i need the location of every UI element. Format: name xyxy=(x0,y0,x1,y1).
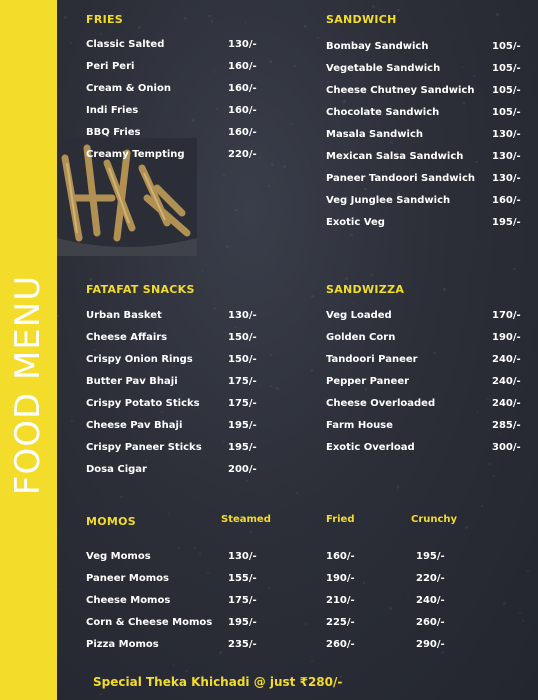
menu-item-name: Bombay Sandwich xyxy=(326,41,429,52)
chalk-speck xyxy=(174,365,176,367)
chalk-speck xyxy=(509,679,510,680)
menu-item-price: 240/- xyxy=(492,354,521,365)
menu-item-name: Dosa Cigar xyxy=(86,464,147,475)
menu-item-name: Mexican Salsa Sandwich xyxy=(326,151,464,162)
menu-item-name: Masala Sandwich xyxy=(326,129,423,140)
chalk-speck xyxy=(283,165,286,168)
chalk-speck xyxy=(291,321,292,322)
chalk-speck xyxy=(269,60,272,63)
momos-steamed-price: 130/- xyxy=(228,551,257,562)
menu-item-name: Classic Salted xyxy=(86,39,165,50)
chalk-speck xyxy=(477,411,479,413)
chalk-speck xyxy=(372,5,375,8)
chalk-speck xyxy=(173,664,174,665)
menu-item-price: 160/- xyxy=(228,105,257,116)
sandwizza-title: SANDWIZZA xyxy=(326,283,405,296)
fries-title: FRIES xyxy=(86,13,124,26)
menu-item-price: 190/- xyxy=(492,332,521,343)
menu-item-name: Creamy Tempting xyxy=(86,149,185,160)
chalk-speck xyxy=(304,25,307,28)
momos-column-header: Crunchy xyxy=(411,514,458,525)
chalk-speck xyxy=(513,268,516,271)
chalk-speck xyxy=(58,589,59,590)
momos-title: MOMOS xyxy=(86,515,137,528)
chalk-speck xyxy=(245,22,246,23)
momos-crunchy-price: 240/- xyxy=(416,595,445,606)
menu-item-name: Veg Momos xyxy=(86,551,151,562)
chalk-speck xyxy=(463,102,466,105)
menu-item-name: Cheese Pav Bhaji xyxy=(86,420,183,431)
chalk-speck xyxy=(397,9,399,11)
chalk-speck xyxy=(317,37,319,39)
momos-crunchy-price: 290/- xyxy=(416,639,445,650)
chalk-speck xyxy=(493,475,495,477)
chalk-speck xyxy=(500,433,501,434)
menu-item-name: Cheese Chutney Sandwich xyxy=(326,85,475,96)
chalk-speck xyxy=(208,15,210,17)
chalk-speck xyxy=(230,410,231,411)
chalk-speck xyxy=(270,354,271,355)
chalk-speck xyxy=(296,492,298,494)
chalk-speck xyxy=(185,670,187,672)
menu-item-name: BBQ Fries xyxy=(86,127,141,138)
menu-item-price: 160/- xyxy=(492,195,521,206)
chalk-speck xyxy=(259,385,260,386)
chalk-speck xyxy=(216,108,218,110)
momos-fried-price: 160/- xyxy=(326,551,355,562)
menu-item-name: Chocolate Sandwich xyxy=(326,107,440,118)
menu-item-name: Paneer Momos xyxy=(86,573,169,584)
chalk-speck xyxy=(307,167,308,168)
chalk-speck xyxy=(295,21,296,22)
chalk-speck xyxy=(503,167,504,168)
chalk-speck xyxy=(345,277,348,280)
chalk-speck xyxy=(213,250,214,251)
menu-item-price: 285/- xyxy=(492,420,521,431)
momos-crunchy-price: 220/- xyxy=(416,573,445,584)
menu-item-name: Cheese Overloaded xyxy=(326,398,436,409)
chalk-speck xyxy=(179,332,180,333)
momos-crunchy-price: 195/- xyxy=(416,551,445,562)
menu-item-price: 130/- xyxy=(492,129,521,140)
chalk-speck xyxy=(527,570,529,572)
menu-item-price: 220/- xyxy=(228,149,257,160)
chalk-speck xyxy=(365,388,367,390)
chalk-speck xyxy=(363,581,366,584)
menu-item-price: 195/- xyxy=(492,217,521,228)
chalk-speck xyxy=(407,596,408,597)
menu-item-name: Indi Fries xyxy=(86,105,139,116)
chalk-speck xyxy=(268,185,270,187)
chalk-speck xyxy=(120,496,122,498)
chalk-speck xyxy=(211,20,213,22)
chalk-speck xyxy=(194,547,196,549)
menu-item-name: Vegetable Sandwich xyxy=(326,63,441,74)
menu-item-price: 240/- xyxy=(492,398,521,409)
momos-fried-price: 260/- xyxy=(326,639,355,650)
chalk-speck xyxy=(199,553,200,554)
chalk-speck xyxy=(276,387,278,389)
menu-item-name: Pepper Paneer xyxy=(326,376,410,387)
menu-item-price: 105/- xyxy=(492,63,521,74)
menu-item-name: Crispy Potato Sticks xyxy=(86,398,200,409)
chalk-speck xyxy=(226,245,229,248)
menu-item-name: Farm House xyxy=(326,420,393,431)
chalk-speck xyxy=(215,71,216,72)
momos-fried-price: 225/- xyxy=(326,617,355,628)
chalk-speck xyxy=(272,266,273,267)
chalk-speck xyxy=(64,16,67,19)
chalk-speck xyxy=(305,623,307,625)
chalk-speck xyxy=(219,651,221,653)
food-menu-title: FOOD MENU xyxy=(8,274,48,496)
chalk-speck xyxy=(462,66,464,68)
chalk-speck xyxy=(291,123,293,125)
chalk-speck xyxy=(528,436,529,437)
menu-item-name: Butter Pav Bhaji xyxy=(86,376,178,387)
menu-item-name: Veg Loaded xyxy=(326,310,392,321)
chalk-speck xyxy=(480,413,481,414)
chalk-speck xyxy=(227,225,229,227)
special-offer: Special Theka Khichadi @ just ₹280/- xyxy=(93,675,343,689)
chalk-speck xyxy=(413,214,414,215)
chalk-speck xyxy=(441,651,444,654)
chalk-speck xyxy=(271,163,274,166)
chalk-speck xyxy=(481,505,483,507)
menu-item-name: Paneer Tandoori Sandwich xyxy=(326,173,475,184)
chalk-speck xyxy=(327,81,329,83)
chalk-speck xyxy=(315,195,316,196)
chalk-speck xyxy=(440,401,441,402)
chalk-speck xyxy=(89,278,92,281)
chalk-speck xyxy=(227,57,228,58)
side-banner xyxy=(0,0,57,700)
sandwich-title: SANDWICH xyxy=(326,13,397,26)
chalk-speck xyxy=(421,316,422,317)
menu-item-name: Cheese Momos xyxy=(86,595,171,606)
menu-item-price: 175/- xyxy=(228,376,257,387)
momos-fried-price: 210/- xyxy=(326,595,355,606)
chalk-speck xyxy=(223,174,226,177)
menu-item-name: Cream & Onion xyxy=(86,83,171,94)
chalk-speck xyxy=(204,303,205,304)
chalk-speck xyxy=(70,42,72,44)
menu-item-price: 160/- xyxy=(228,127,257,138)
menu-item-name: Tandoori Paneer xyxy=(326,354,418,365)
menu-item-name: Golden Corn xyxy=(326,332,396,343)
chalk-speck xyxy=(465,526,468,529)
chalk-speck xyxy=(390,141,393,144)
menu-item-price: 160/- xyxy=(228,83,257,94)
menu-item-price: 105/- xyxy=(492,85,521,96)
menu-item-name: Veg Junglee Sandwich xyxy=(326,195,451,206)
menu-item-price: 150/- xyxy=(228,354,257,365)
menu-item-name: Exotic Overload xyxy=(326,442,415,453)
menu-item-price: 130/- xyxy=(492,173,521,184)
chalk-speck xyxy=(234,327,235,328)
menu-item-price: 195/- xyxy=(228,420,257,431)
menu-item-price: 130/- xyxy=(492,151,521,162)
chalk-speck xyxy=(184,17,187,20)
chalk-speck xyxy=(178,547,180,549)
chalk-speck xyxy=(161,411,163,413)
chalk-speck xyxy=(489,463,490,464)
chalk-speck xyxy=(311,369,313,371)
chalk-speck xyxy=(250,531,252,533)
chalk-speck xyxy=(145,460,147,462)
chalk-speck xyxy=(475,161,477,163)
menu-item-price: 130/- xyxy=(228,310,257,321)
chalk-speck xyxy=(311,660,313,662)
chalk-speck xyxy=(168,513,170,515)
chalk-speck xyxy=(63,523,64,524)
chalk-speck xyxy=(435,300,436,301)
menu-item-price: 170/- xyxy=(492,310,521,321)
menu-item-price: 240/- xyxy=(492,376,521,387)
chalk-speck xyxy=(207,572,209,574)
chalk-speck xyxy=(57,315,59,317)
chalk-speck xyxy=(223,441,225,443)
chalk-speck xyxy=(343,100,346,103)
menu-item-price: 160/- xyxy=(228,61,257,72)
momos-steamed-price: 235/- xyxy=(228,639,257,650)
chalk-speck xyxy=(100,33,102,35)
menu-item-name: Crispy Paneer Sticks xyxy=(86,442,202,453)
menu-item-price: 105/- xyxy=(492,107,521,118)
snacks-title: FATAFAT SNACKS xyxy=(86,283,195,296)
menu-item-name: Cheese Affairs xyxy=(86,332,168,343)
chalk-speck xyxy=(136,1,137,2)
chalk-speck xyxy=(94,349,96,351)
chalk-speck xyxy=(271,669,272,670)
menu-item-name: Pizza Momos xyxy=(86,639,159,650)
chalk-speck xyxy=(364,188,366,190)
chalk-speck xyxy=(385,453,387,455)
chalk-speck xyxy=(268,587,270,589)
chalk-speck xyxy=(293,65,295,67)
menu-item-name: Exotic Veg xyxy=(326,217,385,228)
chalk-speck xyxy=(371,274,373,276)
menu-item-price: 300/- xyxy=(492,442,521,453)
chalk-speck xyxy=(473,75,475,77)
chalk-speck xyxy=(503,602,506,605)
chalk-speck xyxy=(353,302,355,304)
chalk-speck xyxy=(71,420,73,422)
chalk-speck xyxy=(202,270,203,271)
chalk-speck xyxy=(425,59,427,61)
chalk-speck xyxy=(192,119,194,121)
chalk-speck xyxy=(287,290,288,291)
chalk-speck xyxy=(389,607,392,610)
menu-item-name: Peri Peri xyxy=(86,61,135,72)
menu-item-price: 195/- xyxy=(228,442,257,453)
momos-steamed-price: 175/- xyxy=(228,595,257,606)
chalk-speck xyxy=(270,385,272,387)
menu-item-price: 150/- xyxy=(228,332,257,343)
chalk-speck xyxy=(311,295,314,298)
momos-crunchy-price: 260/- xyxy=(416,617,445,628)
momos-column-header: Fried xyxy=(326,514,355,525)
chalk-speck xyxy=(246,480,247,481)
chalk-speck xyxy=(138,26,141,29)
chalk-speck xyxy=(522,620,524,622)
chalk-speck xyxy=(397,485,399,487)
chalk-speck xyxy=(397,488,398,489)
menu-item-price: 105/- xyxy=(492,41,521,52)
chalk-speck xyxy=(443,288,446,291)
chalk-speck xyxy=(350,234,353,237)
chalk-speck xyxy=(519,612,521,614)
chalk-speck xyxy=(433,352,436,355)
chalk-speck xyxy=(181,348,182,349)
chalk-speck xyxy=(235,209,237,211)
chalk-speck xyxy=(259,157,261,159)
menu-item-name: Corn & Cheese Momos xyxy=(86,617,213,628)
momos-steamed-price: 155/- xyxy=(228,573,257,584)
menu-item-price: 175/- xyxy=(228,398,257,409)
menu-item-name: Urban Basket xyxy=(86,310,162,321)
chalk-speck xyxy=(496,13,498,15)
chalk-speck xyxy=(67,376,68,377)
chalk-speck xyxy=(487,398,489,400)
chalk-speck xyxy=(100,693,102,695)
momos-fried-price: 190/- xyxy=(326,573,355,584)
momos-column-header: Steamed xyxy=(221,514,271,525)
menu-item-name: Crispy Onion Rings xyxy=(86,354,193,365)
menu-item-price: 200/- xyxy=(228,464,257,475)
chalk-speck xyxy=(213,307,216,310)
menu-item-price: 130/- xyxy=(228,39,257,50)
momos-steamed-price: 195/- xyxy=(228,617,257,628)
